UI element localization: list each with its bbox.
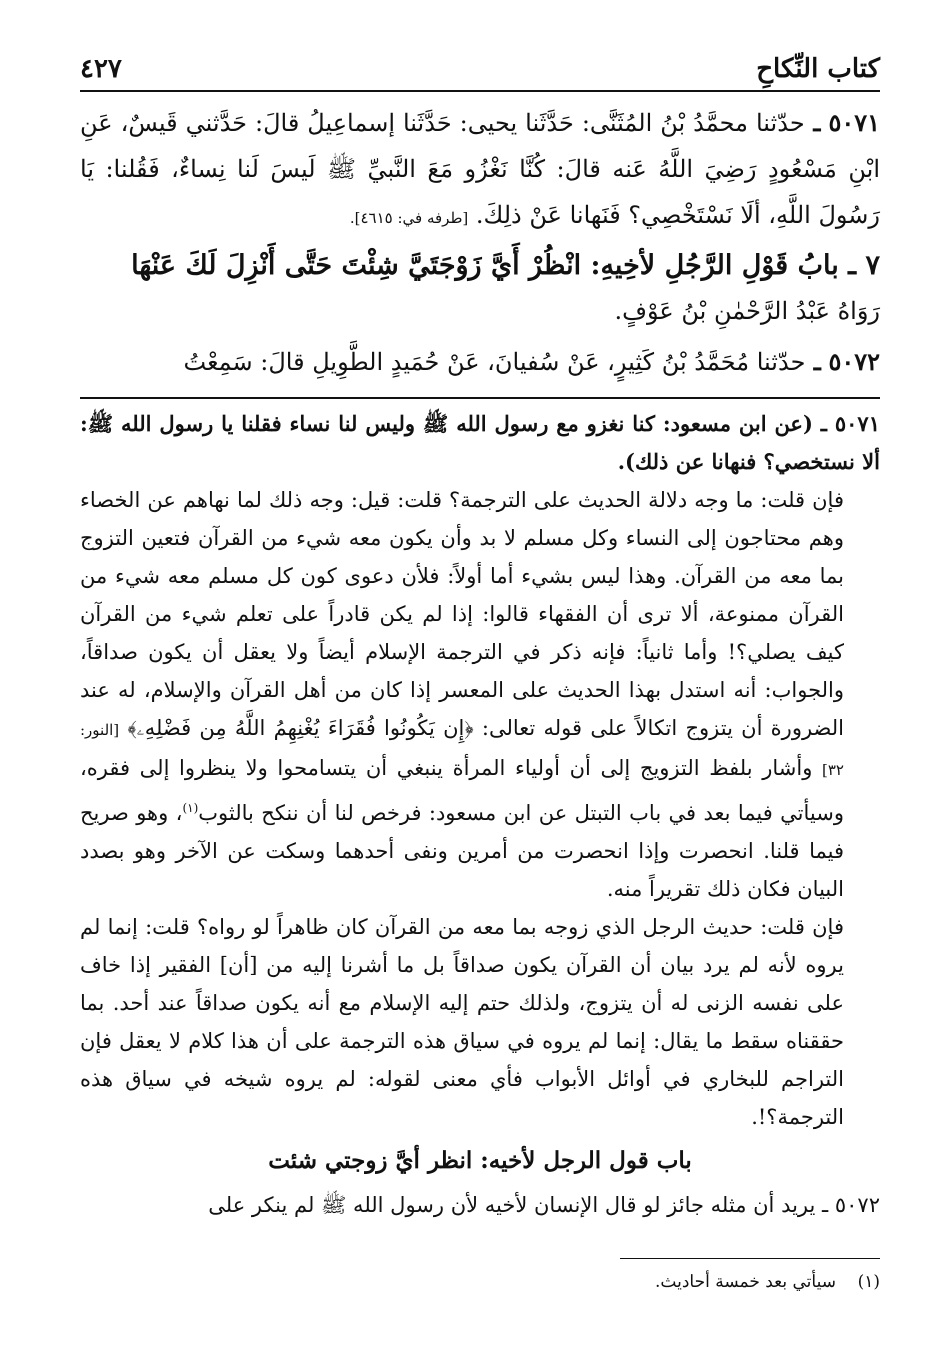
hadith-number: ٥٠٧٢ <box>828 347 880 376</box>
hadith-5071: ٥٠٧١ ـ حدّثنا محمَّدُ بْنُ المُثَنَّى: حَدَّثَنا يحيى: حَدَّثَنا إسماعِيلُ قالَ: حَدَّثني قَيسٌ، عَنِ ابْنِ مَسْعُودٍ رَضِيَ اللَّهُ عَنه قالَ: كُنَّا نَغْزُو مَعَ النَّبيِّ ﷺ لَيسَ لَنا نِساءٌ، فَقُلنا: يَا رَسُولَ اللَّهِ، ألَا نَسْتَخْصِي؟ فَنَهانا عَنْ ذلِكَ. [طرفه في: ٤٦١٥]. <box>80 108 880 229</box>
footnote-text: سيأتي بعد خمسة أحاديث. <box>655 1272 836 1292</box>
commentary-paragraph: ٥٠٧٢ ـ يريد أن مثله جائز لو قال الإنسان لأخيه لأن رسول الله ﷺ لم ينكر على <box>208 1193 880 1217</box>
commentary-paragraph: فإن قلت: حديث الرجل الذي زوجه بما معه من القرآن كان ظاهراً لو رواه؟ قلت: إنما لم يروه لأنه لم يرد بيان أن القرآن يكون صداقاً بل ما أشرنا إليه من [أن] الفقير إذا خاف على نفسه الزنى له أن يتزوج، ولذلك حتم إليه الإسلام مع أنه يكون صداقاً عند أحد. بما حققناه سقط ما يقال: إنما لم يروه في سياق هذه الترجمة على أن هذا كلام لا يعقل فإن التراجم للبخاري في أوائل الأبواب فأي معنى لقوله: لم يروه شيخه في سياق هذه الترجمة؟!. <box>80 915 844 1129</box>
footnote-divider <box>620 1258 880 1259</box>
footnote-number: (١) <box>857 1272 880 1292</box>
hadith-text: حدّثنا محمَّدُ بْنُ المُثَنَّى: حَدَّثَنا يحيى: حَدَّثَنا إسماعِيلُ قالَ: حَدَّثني قَيسٌ، عَنِ ابْنِ مَسْعُودٍ رَضِيَ اللَّهُ عَنه قالَ: كُنَّا نَغْزُو مَعَ النَّبيِّ ﷺ لَيسَ لَنا نِساءٌ، فَقُلنا: يَا رَسُولَ اللَّهِ، ألَا نَسْتَخْصِي؟ فَنَهانا عَنْ ذلِكَ. <box>80 109 880 229</box>
bab-riwaya: رَوَاهُ عَبْدُ الرَّحْمٰنِ بْنُ عَوْفٍ. <box>614 297 880 325</box>
hadith-number: ٥٠٧١ <box>828 108 880 137</box>
hadith-text: حدّثنا مُحَمَّدُ بْنُ كَثِيرٍ، عَنْ سُفيانَ، عَنْ حُمَيدٍ الطَّوِيلِ قالَ: سَمِعْتُ <box>183 348 806 376</box>
hadith-text-block <box>80 92 880 385</box>
commentary <box>80 405 880 1224</box>
page <box>80 40 880 1340</box>
bab-heading: ٧ ـ بابُ قَوْلِ الرَّجُلِ لأخِيهِ: انْظُرْ أَيَّ زَوْجَتَيَّ شِئْتَ حَتَّى أَنْزِلَ لَكَ عَنْهَا <box>131 250 880 281</box>
hadith-5072: ٥٠٧٢ ـ حدّثنا مُحَمَّدُ بْنُ كَثِيرٍ، عَنْ سُفيانَ، عَنْ حُمَيدٍ الطَّوِيلِ قالَ: سَمِعْتُ <box>183 347 880 376</box>
commentary-lead: ٥٠٧١ ـ (عن ابن مسعود: كنا نغزو مع رسول الله ﷺ وليس لنا نساء فقلنا يا رسول الله ﷺ: ألا نستخصي؟ فنهانا عن ذلك). <box>80 411 880 474</box>
commentary-paragraph: فإن قلت: ما وجه دلالة الحديث على الترجمة؟ قلت: قيل: وجه ذلك لما نهاهم عن الخصاء وهم محتاجون إلى النساء وكل مسلم لا بد وأن يكون معه شيء من القرآن فتعين التزوج بما معه من القرآن. وهذا ليس بشيء أما أولاً: فلأن دعوى كون كل مسلم معه شيء من القرآن ممنوعة، ألا ترى أن الفقهاء قالوا: إذا لم يكن قادراً على تعلم شيء من القرآن كيف يصلي؟! وأما ثانياً: فإنه ذكر في الترجمة الإسلام أيضاً ولا يعقل أن يكون صداقاً، والجواب: أنه استدل بهذا الحديث على المعسر إذا كان من أهل القرآن والإسلام، له عند الضرورة أن يتزوج اتكالاً على قوله تعالى: ﴿إِن يَكُونُوا فُقَرَاءَ يُغْنِهِمُ اللَّهُ مِن فَضْلِهِۦ﴾ [النور: ٣٢] وأشار بلفظ التزويج إلى أن أولياء المرأة ينبغي أن يتسامحوا ولا ينظروا إلى فقره، وسيأتي فيما بعد في باب التبتل عن ابن مسعود: فرخص لنا أن ننكح بالثوب$^{(١)}$، وهو صريح فيما قلنا. انحصرت وإذا انحصرت من أمرين ونفى أحدهما وسكت عن الآخر وهو بصدد البيان فكان ذلك تقريراً منه. <box>80 488 844 901</box>
footnote-marker[interactable]: (١) <box>182 801 199 815</box>
page-header <box>80 40 880 92</box>
page-number: ٤٢٧ <box>80 54 122 84</box>
footnote <box>80 1269 880 1295</box>
quran-reference: [النور: ٣٢] <box>80 721 844 779</box>
tarf-reference: [طرفه في: ٤٦١٥]. <box>349 209 469 227</box>
book-title: كتاب النِّكاحِ <box>756 54 880 84</box>
commentary-subheading: باب قول الرجل لأخيه: انظر أيَّ زوجتي شئت <box>268 1147 692 1174</box>
section-divider <box>80 397 880 399</box>
